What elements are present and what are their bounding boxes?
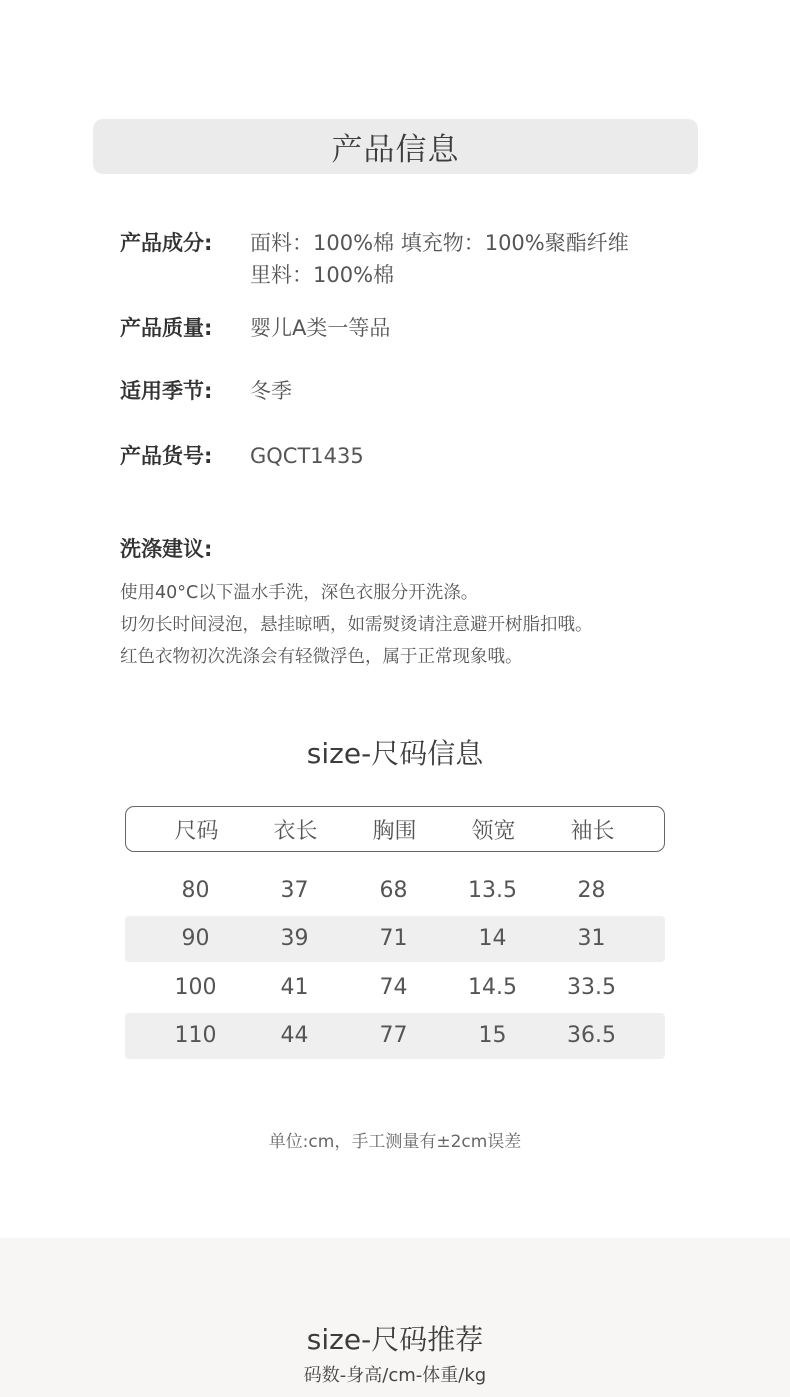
table-cell: 71 — [379, 926, 408, 951]
table-row — [125, 964, 665, 1010]
column-header: 领宽 — [471, 818, 516, 844]
table-cell: 31 — [577, 926, 606, 951]
washing-line: 红色衣物初次洗涤会有轻微浮色，属于正常现象哦。 — [120, 647, 523, 667]
table-cell: 14 — [478, 926, 507, 951]
size-table-header — [125, 806, 665, 852]
column-header: 胸围 — [372, 818, 417, 844]
table-row — [125, 1013, 665, 1059]
info-value — [250, 312, 680, 344]
info-value-line: 面料：100%棉 填充物：100%聚酯纤维 — [250, 231, 629, 255]
size-recommend-subtitle: 码数-身高/cm-体重/kg — [303, 1365, 487, 1386]
info-value-line: 婴儿A类一等品 — [250, 316, 391, 340]
table-cell: 13.5 — [468, 877, 517, 903]
size-recommend-title: size-尺码推荐 — [306, 1323, 484, 1356]
info-value — [250, 227, 680, 291]
unit-note: 单位:cm，手工测量有±2cm误差 — [268, 1132, 522, 1152]
washing-instructions — [120, 577, 593, 673]
washing-title: 洗涤建议: — [120, 537, 213, 561]
table-cell: 33.5 — [567, 974, 616, 1000]
table-cell: 100 — [174, 974, 217, 1000]
info-label: 产品质量: — [120, 316, 213, 340]
table-cell: 14.5 — [468, 974, 517, 1000]
size-table-body — [125, 867, 665, 1059]
column-header: 尺码 — [174, 818, 219, 844]
table-cell: 80 — [181, 877, 210, 903]
column-header: 衣长 — [273, 818, 318, 844]
washing-line: 切勿长时间浸泡，悬挂晾晒，如需熨烫请注意避开树脂扣哦。 — [120, 615, 593, 635]
column-header: 袖长 — [570, 818, 615, 844]
size-table — [125, 806, 665, 1061]
table-row — [125, 916, 665, 962]
section-header-product-info — [93, 119, 698, 174]
info-value-line: GQCT1435 — [250, 444, 364, 468]
table-cell: 36.5 — [567, 1023, 616, 1048]
info-label: 产品成分: — [120, 231, 213, 255]
info-value-line: 冬季 — [250, 379, 292, 403]
table-row — [125, 867, 665, 913]
table-cell: 28 — [577, 877, 606, 903]
info-label: 产品货号: — [120, 444, 213, 468]
table-cell: 77 — [379, 1023, 408, 1048]
table-cell: 68 — [379, 877, 408, 903]
table-cell: 44 — [280, 1023, 309, 1048]
info-value — [250, 375, 680, 407]
info-value — [250, 440, 680, 472]
size-info-title: size-尺码信息 — [306, 737, 484, 770]
washing-line: 使用40°C以下温水手洗，深色衣服分开洗涤。 — [120, 583, 479, 603]
table-cell: 37 — [280, 877, 309, 903]
table-cell: 74 — [379, 974, 408, 1000]
table-cell: 110 — [174, 1023, 217, 1048]
table-cell: 15 — [478, 1023, 507, 1048]
table-cell: 39 — [280, 926, 309, 951]
info-value-line: 里料：100%棉 — [250, 263, 395, 287]
info-label: 适用季节: — [120, 379, 213, 403]
table-cell: 90 — [181, 926, 210, 951]
table-cell: 41 — [280, 974, 309, 1000]
section-title: 产品信息 — [331, 132, 460, 168]
